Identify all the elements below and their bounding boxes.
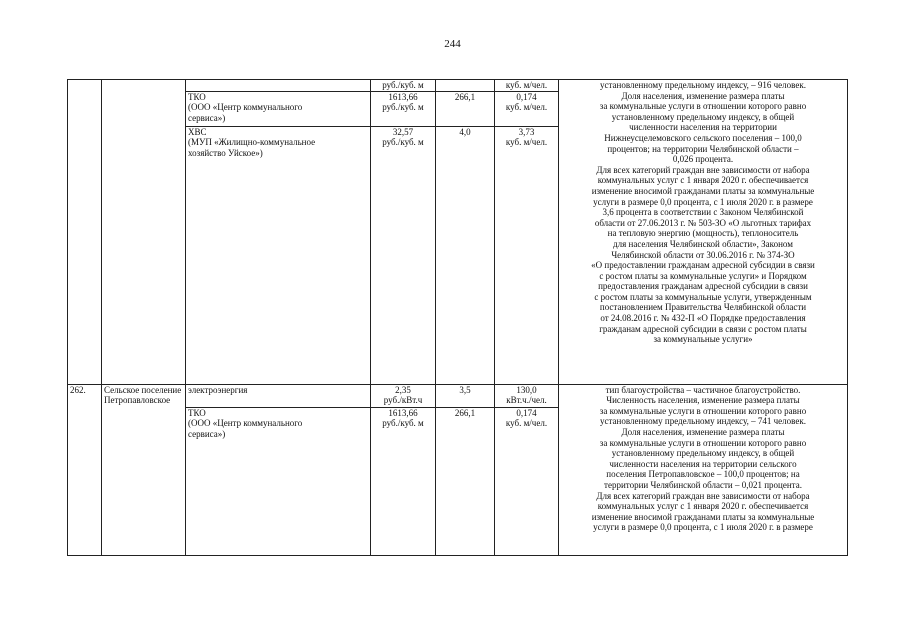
service-name: ХВС (МУП «Жилищно-коммунальное хозяйство Уйское») [186, 126, 371, 384]
row-number: 262. [68, 384, 102, 555]
volume-value: куб. м/чел. [495, 80, 559, 92]
tariff-value: 2,35 руб./кВт.ч [371, 384, 436, 407]
service-name: ТКО (ООО «Центр коммунального сервиса») [186, 91, 371, 126]
norm-value: 4,0 [436, 126, 495, 384]
norm-value: 3,5 [436, 384, 495, 407]
settlement-name [102, 80, 186, 385]
table-row [68, 80, 848, 92]
tariff-value: 1613,66 руб./куб. м [371, 407, 436, 555]
volume-value: 0,174 куб. м/чел. [495, 91, 559, 126]
service-name: ТКО (ООО «Центр коммунального сервиса») [186, 407, 371, 555]
tariff-value: 1613,66 руб./куб. м [371, 91, 436, 126]
norm-value: 266,1 [436, 407, 495, 555]
table-row [68, 384, 848, 407]
volume-value: 0,174 куб. м/чел. [495, 407, 559, 555]
tariff-table [67, 79, 848, 556]
service-name: электроэнергия [186, 384, 371, 407]
notes-text: тип благоустройства – частичное благоустройство. Численность населения, изменение размера платы за коммунальные услуги в отношении которого равно установленному предельному индексу, – 741 человек. Доля населения, изменение размера платы за коммунальные услуги в отношении которого равно установленному предельному индексу, в общей численности населения на территории сельского поселения Петропавловское – 100,0 процентов; на территории Челябинской области – 0,021 процента. Для всех категорий граждан вне зависимости от набора коммунальных услуг с 1 января 2020 г. обеспечивается изменение вносимой гражданами платы за коммунальные услуги в размере 0,0 процента, с 1 июля 2020 г. в размере [559, 384, 848, 555]
row-number [68, 80, 102, 385]
page-number: 244 [444, 38, 461, 50]
volume-value: 3,73 куб. м/чел. [495, 126, 559, 384]
norm-value [436, 80, 495, 92]
settlement-name: Сельское поселение Петропавловское [102, 384, 186, 555]
service-name [186, 80, 371, 92]
volume-value: 130,0 кВт.ч./чел. [495, 384, 559, 407]
notes-text: установленному предельному индексу, – 916 человек. Доля населения, изменение размера платы за коммунальные услуги в отношении которого равно установленному предельному индексу, в общей численности населения на территории Нижнеусцелемовского сельского поселения – 100,0 процентов; на территории Челябинской области – 0,026 процента. Для всех категорий граждан вне зависимости от набора коммунальных услуг с 1 января 2020 г. обеспечивается изменение вносимой гражданами платы за коммунальные услуги в размере 0,0 процента, с 1 июля 2020 г. в размере 3,6 процента в соответствии с Законом Челябинской области от 27.06.2013 г. № 503-ЗО «О льготных тарифах на тепловую энергию (мощность), теплоноситель для населения Челябинской области», Законом Челябинской области от 30.06.2016 г. № 374-ЗО «О предоставлении гражданам адресной субсидии в связи с ростом платы за коммунальные услуги» и Порядком предоставления гражданам адресной субсидии в связи с ростом платы за коммунальные услуги, утвержденным постановлением Правительства Челябинской области от 24.08.2016 г. № 432-П «О Порядке предоставления гражданам адресной субсидии в связи с ростом платы за коммунальные услуги» [559, 80, 848, 385]
norm-value: 266,1 [436, 91, 495, 126]
tariff-value: руб./куб. м [371, 80, 436, 92]
tariff-value: 32,57 руб./куб. м [371, 126, 436, 384]
